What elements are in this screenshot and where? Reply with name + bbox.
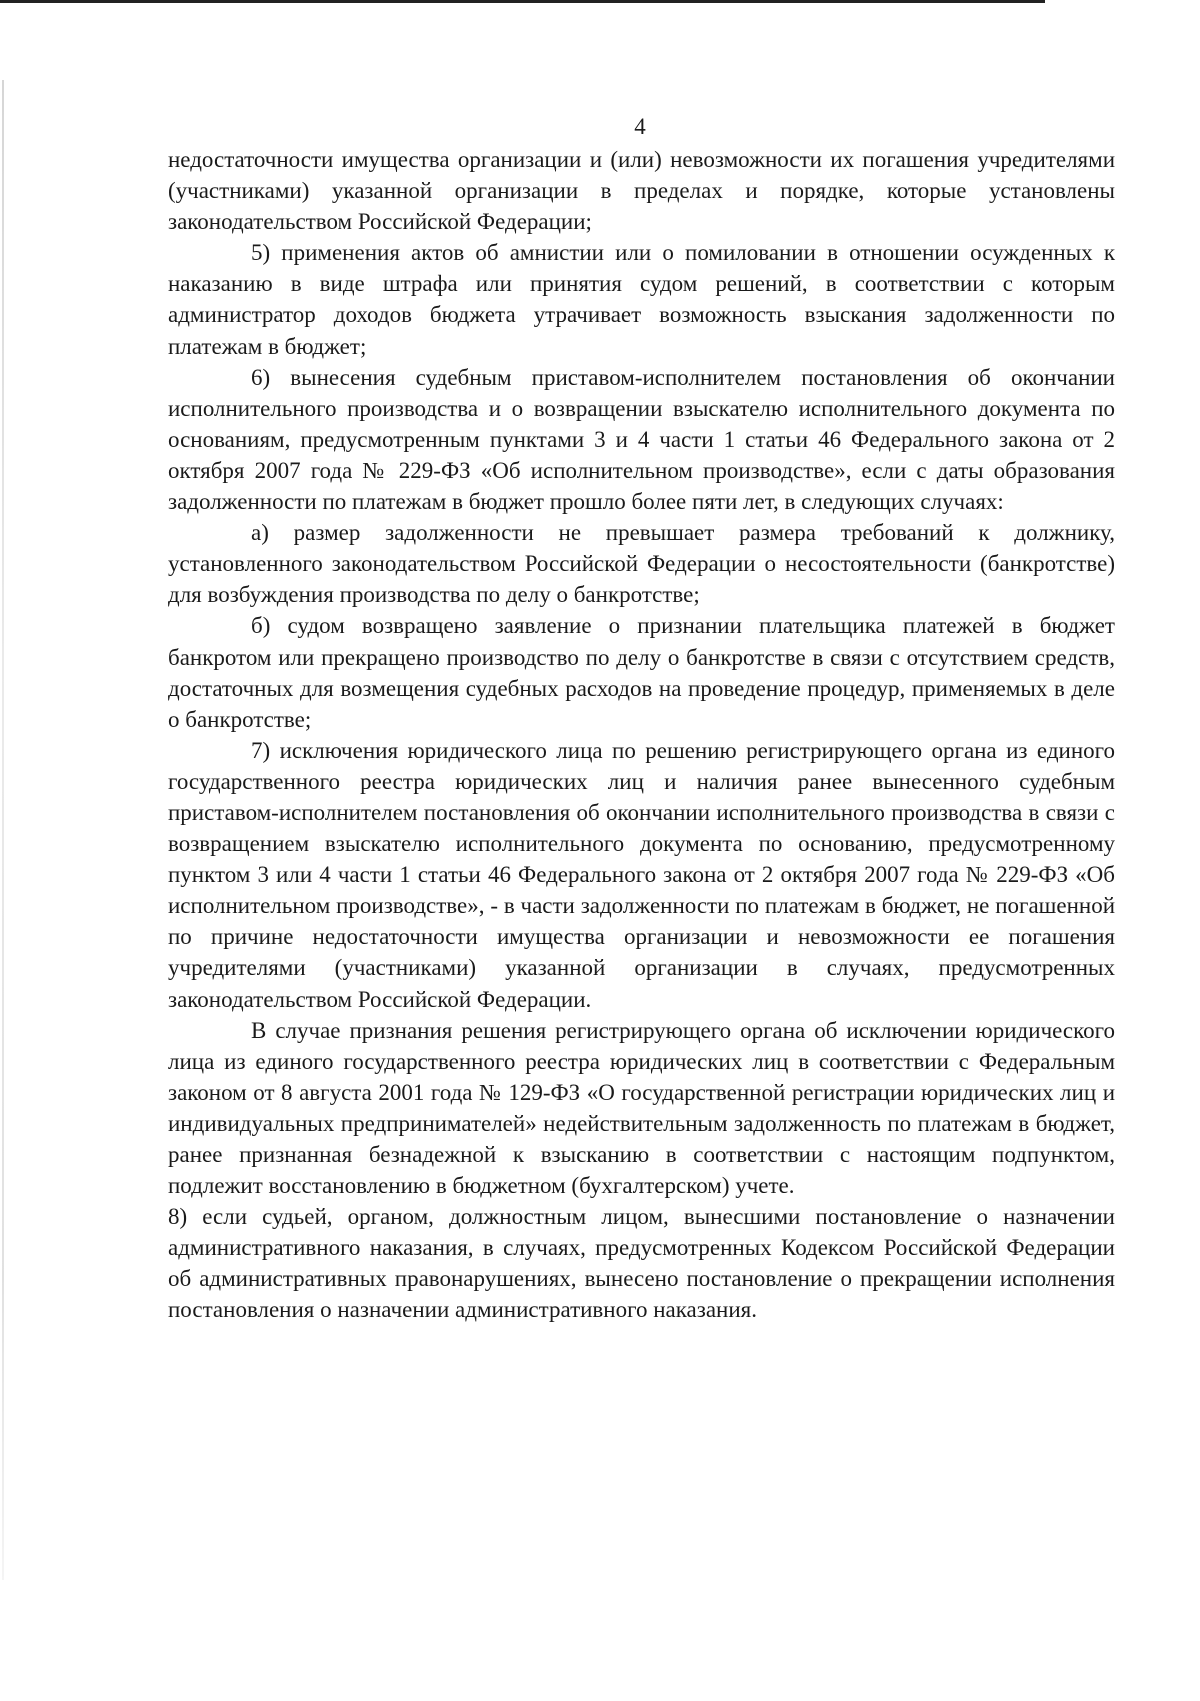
paragraph-item-8: 8) если судьей, органом, должностным лицом, вынесшими постановление о назначении административного наказания, в случаях, предусмотренных Кодексом Российской Федерации об административных правонарушениях, вынесено постановление о прекращении исполнения постановления о назначении административного наказания. [168,1204,1115,1323]
paragraph-item-5: 5) применения актов об амнистии или о помиловании в отношении осужденных к наказанию в виде штрафа или принятия судом решений, в соответствии с которым администратор доходов бюджета утрачивает возможность взыскания задолженности по платежам в бюджет; [168,240,1115,359]
paragraph-item-7: 7) исключения юридического лица по решению регистрирующего органа из единого государственного реестра юридических лиц и наличия ранее вынесенного судебным приставом-исполнителем постановления об окончании исполнительного производства в связи с возвращением взыскателю исполнительного документа по основанию, предусмотренному пунктом 3 или 4 части 1 статьи 46 Федерального закона от 2 октября 2007 года № 229-ФЗ «Об исполнительном производстве», - в части задолженности по платежам в бюджет, не погашенной по причине недостаточности имущества организации и невозможности ее погашения учредителями (участниками) указанной организации в случаях, предусмотренных законодательством Российской Федерации. [168,737,1115,1012]
scan-edge-line [0,0,1045,3]
paragraph-subitem-a: а) размер задолженности не превышает размера требований к должнику, установленного законодательством Российской Федерации о несостоятельности (банкротстве) для возбуждения производства по делу о банкротстве; [168,520,1115,608]
paragraph-subitem-b: б) судом возвращено заявление о признании плательщика платежей в бюджет банкротом или прекращено производство по делу о банкротстве в связи с отсутствием средств, достаточных для возмещения судебных расходов на проведение процедур, применяемых в деле о банкротстве; [168,613,1115,732]
scan-margin-shadow [2,80,4,1580]
document-body [168,144,1115,1326]
paragraph-restoration-clause: В случае признания решения регистрирующего органа об исключении юридического лица из единого государственного реестра юридических лиц в соответствии с Федеральным законом от 8 августа 2001 года № 129-ФЗ «О государственной регистрации юридических лиц и индивидуальных предпринимателей» недействительным задолженность по платежам в бюджет, ранее признанная безнадежной к взысканию в соответствии с настоящим подпунктом, подлежит восстановлению в бюджетном (бухгалтерском) учете. [168,1017,1115,1199]
paragraph-continuation: недостаточности имущества организации и (или) невозможности их погашения учредителями (участниками) указанной организации в пределах и порядке, которые установлены законодательством Российской Федерации; [168,147,1115,235]
page-number: 4 [634,114,646,139]
paragraph-item-6: 6) вынесения судебным приставом-исполнителем постановления об окончании исполнительного производства и о возвращении взыскателю исполнительного документа по основаниям, предусмотренным пунктами 3 и 4 части 1 статьи 46 Федерального закона от 2 октября 2007 года № 229-ФЗ «Об исполнительном производстве», если с даты образования задолженности по платежам в бюджет прошло более пяти лет, в следующих случаях: [168,364,1115,515]
